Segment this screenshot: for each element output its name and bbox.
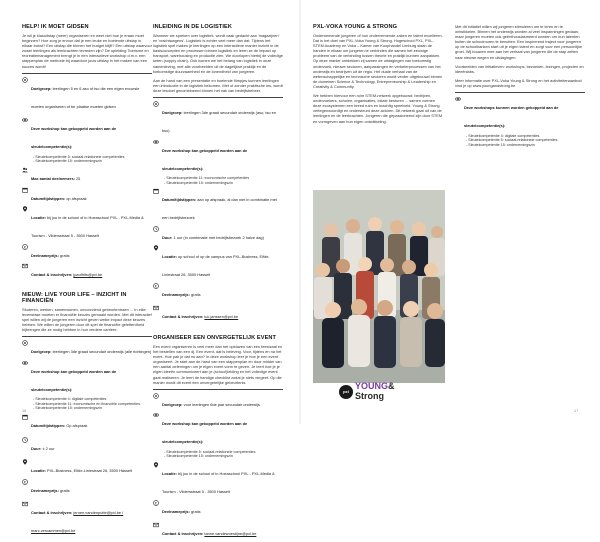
info-value: gratis — [60, 487, 70, 493]
divider — [22, 73, 152, 74]
section-body-col4-1: Met dit initiatief willen wij jongeren stimuleren om te leren en te ontwikkelen. Binnen het onderwijs worden al veel inspanningen gedaan, maar jongeren moeten ook geënthousiasmeerd worden om hun talenten buiten de schoolmuren te benutten. Een inspirerend traject voor jongeren op de schoolbanken start uit je eigen talent en zorgt voor een persoonlijke groei. Wij bouwen mee aan het verhaal van jongeren die de stap zetten naar nieuwe wegen en uitdagingen. — [455, 24, 583, 60]
column-4 — [455, 24, 585, 148]
info-label: Deelnameprijs: — [162, 508, 190, 514]
competence-item: - Sleutelcompetentie 15: ondernemingszin — [33, 406, 102, 411]
logo-strong: Strong — [355, 391, 384, 401]
info-label: Max aantal deelnemers: — [31, 176, 75, 182]
info-location — [153, 245, 283, 281]
info-label: Contact & inschrijven: — [31, 510, 73, 516]
info-value: op afspraak — [66, 195, 87, 201]
info-label: Deelnameprijs: — [162, 291, 190, 297]
info-value: gratis — [60, 252, 70, 258]
euro-icon — [153, 283, 159, 289]
info-link — [153, 139, 283, 175]
info-value: gratis — [191, 291, 201, 297]
competence-item: - Sleutelcompetentie 11: economische en financiële competenties — [33, 401, 140, 406]
pin-icon — [153, 462, 159, 468]
info-target — [153, 393, 283, 411]
svg-text:€: € — [23, 244, 27, 249]
info-value: ± 2 uur — [42, 445, 55, 451]
info-value: voor leerlingen 6de jaar secundair onderwijs — [183, 401, 260, 407]
info-target — [22, 340, 152, 358]
link-icon — [153, 412, 159, 418]
info-contact — [153, 522, 283, 540]
info-target — [22, 77, 152, 113]
divider — [455, 92, 585, 93]
info-value: Op afspraak — [66, 423, 88, 429]
competence-item: - Sleutelcompetentie 4: digitale competenties — [466, 133, 540, 138]
section-title-young-strong: PXL-VOKA YOUNG & STRONG — [313, 24, 398, 30]
calendar-icon — [22, 414, 28, 420]
section-body-event: Een event organiseren is veel meer dan het opblazen van een feestzaal en het bestellen van een dj. Een event, dat is beleving. Voor, tijdens én na het event. Hoe pak je dat nu aan? In deze workshop leer je hoe je een event organiseert. Je start aan de hand van een stappenplan en door middel van een aantal oefeningen om je eigen event vorm te geven. Je leert hoe je je eigen ideeën communiceert aan je (school)leiding en het volledige event gaat realiseren. Je leert de handige checklist zodat je niets vergeet. Op die manier wordt dit event een onvergetelijke gebeurtenis. — [153, 343, 283, 385]
calendar-icon — [153, 188, 159, 194]
competence-item: - Sleutelcompetentie 5: sociaal-relationele competenties — [466, 138, 558, 143]
info-value: aan op afspraak, al dan niet in combinatie met een bedrijfsbezoek — [162, 197, 277, 221]
info-label: Deelnameprijs: — [31, 487, 59, 493]
section-body-col4-2: Voorbeelden van initiatieven: workshops, bezoeken, lezingen, projecten en ideeënlabs. — [455, 63, 584, 74]
section-body-col4-3: Meer informatie over PXL-Voka Young & Strong en het activiteitenaanbod vind je op www.youngandstrong.be — [455, 77, 582, 88]
info-value: leerlingen 3de graad secundair onderwijs (aso, tso en bso) — [162, 110, 276, 134]
section-body-financien: Studeren, werken, samenwonen, onvoorziend gebeurtenissen ... In elke levensfase moeten er financiële keuzes gemaakt worden. Met dit interactief spel willen wij de jongeren een inzicht geven welke impact deze keuzes hebben. We willen de jongeren door dit spel de financiële geletterdheid bijbrengen die ze nodig hebben in hun verdere carrière. — [22, 306, 152, 332]
info-duration — [22, 437, 152, 455]
info-label: Datum/tijdstippen: — [162, 197, 197, 203]
section-body-logistiek: Wanneer we spreken over logistiek, wordt vaak gedacht aan 'magazijnen' en 'vrachtwagens'. Logistiek is echter veel meer dan dat. Tijdens het logistiek spel maken je leerlingen op een interactieve manier inzicht in de basisconcepten en processen binnen logistiek en leren ze de impact op transport, warehousing en productie zien. We doorlopen hierbij de volledige keten (supply chain). Ook komen we het belang van logistiek in onze samenleving, met alle voorbeelden uit de dagelijkse praktijk en de toekomstige duurzaamheid en de lonendheid van jongeren. — [153, 33, 283, 74]
young-strong-logo — [339, 379, 393, 409]
link-icon — [22, 117, 28, 123]
pin-icon — [22, 459, 28, 465]
target-icon — [153, 101, 159, 107]
info-label: Locatie: — [31, 215, 46, 221]
column-3 — [313, 24, 443, 128]
section-body-gidsen: Je wil je klasuitstap (meer) organiseren en weet niet hoe je eraan moet beginnen? Hoe zorg je ervoor dat je een leuke en boeiende uitstap in elkaar bokst? Een uitstap die binnen het budget blijft? Een uitstap waarvoor zowel leerlingen als leerkrachten tevreden zijn? De opleiding Toerisme en recreatiemanagement brengt je in een interactieve workshop d.m.v. een stappenplan de methode bij waardoor jouw uitstap in het maken van een succes wordt! — [22, 33, 152, 69]
logo-young — [355, 382, 395, 391]
info-location — [153, 462, 283, 498]
target-icon — [153, 393, 159, 399]
calendar-icon — [22, 187, 28, 193]
column-1 — [22, 24, 152, 539]
info-value: bij jou in de school of in Hoeaschool PXL - PXL-Media & Tourism - Vildersstraat 5 - 3500 Hasselt — [162, 471, 275, 495]
info-when — [22, 187, 152, 205]
group-photo — [313, 190, 445, 383]
target-icon — [22, 340, 28, 346]
competence-item: - Sleutelcompetentie 15: ondernemingszin — [33, 159, 102, 164]
competence-item: - Sleutelcompetentie 5: sociaal-relationele competenties — [164, 449, 256, 454]
mail-icon — [22, 501, 28, 507]
info-link — [22, 117, 152, 153]
info-label: Deze workshops kunnen worden gekoppeld aan de sleutelcompetentie(s): — [464, 105, 559, 129]
section-title-gidsen: HELP! IK MOET GIDSEN — [22, 24, 89, 30]
info-location — [22, 459, 152, 477]
page-number-right: 17 — [574, 409, 579, 413]
info-label: Duur: — [162, 234, 173, 240]
info-label: Deze workshop kan gekoppeld worden aan de sleutelcompetentie(s): — [31, 126, 117, 150]
divider — [22, 336, 152, 337]
contact-link[interactable]: luc.janssen@pxl.be — [204, 314, 239, 320]
info-price — [22, 479, 152, 497]
page-fold — [299, 0, 301, 424]
logo-young-text: YOUNG — [355, 381, 389, 391]
info-label: Locatie: — [162, 471, 177, 477]
info-label: Locatie: — [31, 468, 46, 474]
section-body-young-strong-2: We hebben hiervoor een ruim STEM-netwerk opgebouwd: bedrijven, onderzoekers, scholen, organisaties, lokale besturen ... samen vormen deze ecosystemen een breed ruim en krachtig speelveld. Young & Strong vertegenwoordigt en ondersteunt deze actoren. Dit netwerk gaat uit van de leerlingen en de leerkrachten. Jongeren die gepassioneerd zijn door STEM en vormgeven aan hun eigen ontwikkeling. — [313, 93, 443, 124]
contact-link[interactable]: tanne.vandewoestijne@pxl.be — [204, 531, 257, 537]
competence-item: - Sleutelcompetentie 11: economische competenties — [164, 176, 250, 181]
info-value: 25 — [76, 176, 81, 182]
link-icon — [153, 139, 159, 145]
section-title-event: ORGANISEER EEN ONVERGETELIJK EVENT — [153, 334, 277, 341]
competence-item: - Sleutelcompetentie 5: sociaal-relationele competenties — [33, 154, 125, 159]
info-value: op school of op de campus van PXL-Business, Elfde-Liniestraat 26, 3500 Hasselt — [162, 254, 270, 278]
info-link — [455, 96, 585, 132]
info-label: Doelgroep: — [31, 85, 52, 91]
info-duration — [153, 226, 283, 244]
info-label: Contact & inschrijven: — [162, 314, 204, 320]
info-contact — [22, 501, 152, 537]
info-label: Datum/tijdstippen: — [31, 423, 66, 429]
competence-item: - Sleutelcompetentie 15: ondernemingszin — [164, 180, 233, 185]
info-target — [153, 101, 283, 137]
info-contact — [22, 263, 152, 281]
info-label: Contact & inschrijven: — [162, 531, 204, 537]
info-label: Doelgroep: — [162, 401, 183, 407]
info-contact — [153, 305, 283, 323]
info-label: Deze workshop kan gekoppeld worden aan de sleutelcompetentie(s): — [162, 147, 248, 171]
info-value: leerlingen 3de graad secundair onderwijs (alle richtingen) — [52, 349, 152, 355]
link-icon — [455, 96, 461, 102]
info-label: Contact & inschrijven: — [31, 272, 73, 278]
info-max — [22, 167, 152, 185]
info-label: Datum/tijdstippen: — [31, 195, 66, 201]
column-2 — [153, 24, 283, 542]
svg-text:€: € — [154, 284, 158, 289]
info-label: Doelgroep: — [31, 349, 52, 355]
info-label: Deze workshop kan gekoppeld worden aan de sleutelcompetentie(s): — [31, 368, 117, 392]
svg-text:€: € — [23, 479, 27, 484]
section-body-logistiek-2: Aan de hand van een presentatie en boeiende filmpjes kunnen leerlingen een introductie in de logistiek bekomen. Met of zonder praktische les, wordt deze lesdoel gecombineerd binnen het vak van bedrijfsbeheer. — [153, 77, 283, 93]
pin-icon — [153, 245, 159, 251]
target-icon — [22, 77, 28, 83]
svg-text:€: € — [154, 500, 158, 505]
info-when — [22, 414, 152, 432]
link-icon — [22, 360, 28, 366]
competence-item: - Sleutelcompetentie 15: ondernemingszin — [466, 142, 535, 147]
info-label: Deelnameprijs: — [31, 252, 59, 258]
info-value: PXL-Business, Elfde-Liniestraat 26, 3500 Hasselt — [47, 468, 133, 474]
info-value: bij jou in de school of in Hoeaschool PXL - PXL-Media & Tourism - Vildersstraat 5 - 3500 Hasselt — [31, 215, 144, 239]
people-icon — [22, 167, 28, 173]
contact-link[interactable]: jeroen.vandenputte@pxl.be / marc.vercammen@pxl.be — [31, 510, 124, 534]
contact-link[interactable]: jpaulfrits@pxl.be — [73, 272, 103, 278]
info-label: Deze workshop kan gekoppeld worden aan de sleutelcompetentie(s): — [162, 421, 248, 445]
info-value: leerlingen 5 en 6 aso of tso die een eigen excursie moeten organiseren of ter plaatse moeten gidsen — [31, 85, 140, 109]
pxl-logo-mark: pxl — [339, 385, 353, 399]
mail-icon — [22, 263, 28, 269]
info-price — [153, 283, 283, 301]
section-body-young-strong: Ondernemende jongeren of hun ondernemende zaken en talent excelleren. Dat is het doel van PXL-Voka Young & Strong. Hogeschool PXL, PXL-STEM Academy en Voka – Kamer van Koophandel Limburg slaan de handen in elkaar om jongeren te verbinden die samen het eeuwige probleem van de verbinding tussen theorie en praktijk kunnen aanpakken. Op deze manier ontdekken zij samen de uitdagingen van toekomstig onderzoek, nieuwe sectoren, aanpassingen en verbeterprocessen van het onderwijs en bedrijven uit de regio. Het duale verhaal van de wetenschappelijke en technische sectoren wordt verder uitgebouwd binnen de domeinen Science & Technology, Entrepreneurship & Leadership en Creativity & Community. — [313, 33, 443, 89]
info-value: gratis — [191, 508, 201, 514]
info-label: Doelgroep: — [162, 110, 183, 116]
info-when — [153, 188, 283, 224]
mail-icon — [153, 305, 159, 311]
euro-icon — [22, 479, 28, 485]
competence-item: - Sleutelcompetentie 4: digitale competenties — [33, 397, 107, 402]
info-location — [22, 206, 152, 242]
info-label: Duur: — [31, 445, 42, 451]
info-price — [22, 244, 152, 262]
divider — [153, 97, 283, 98]
info-price — [153, 500, 283, 518]
section-title-logistiek: INLEIDING IN DE LOGISTIEK — [153, 24, 232, 30]
info-value: 1 uur (in combinatie met bedrijfsbezoek 2 halve dag) — [173, 234, 264, 240]
euro-icon — [22, 244, 28, 250]
euro-icon — [153, 500, 159, 506]
info-link — [153, 412, 283, 448]
page-number-left: 16 — [22, 409, 27, 413]
mail-icon — [153, 522, 159, 528]
pin-icon — [22, 206, 28, 212]
divider — [153, 389, 283, 390]
clock-icon — [22, 437, 28, 443]
logo-ampersand: & — [388, 381, 395, 391]
info-label: Locatie: — [162, 254, 177, 260]
section-title-financien: NIEUW: LIVE YOUR LIFE – INZICHT IN FINANCIËN — [22, 291, 127, 304]
competence-item: - Sleutelcompetentie 15: ondernemingszin — [164, 454, 233, 459]
info-link — [22, 360, 152, 396]
clock-icon — [153, 226, 159, 232]
